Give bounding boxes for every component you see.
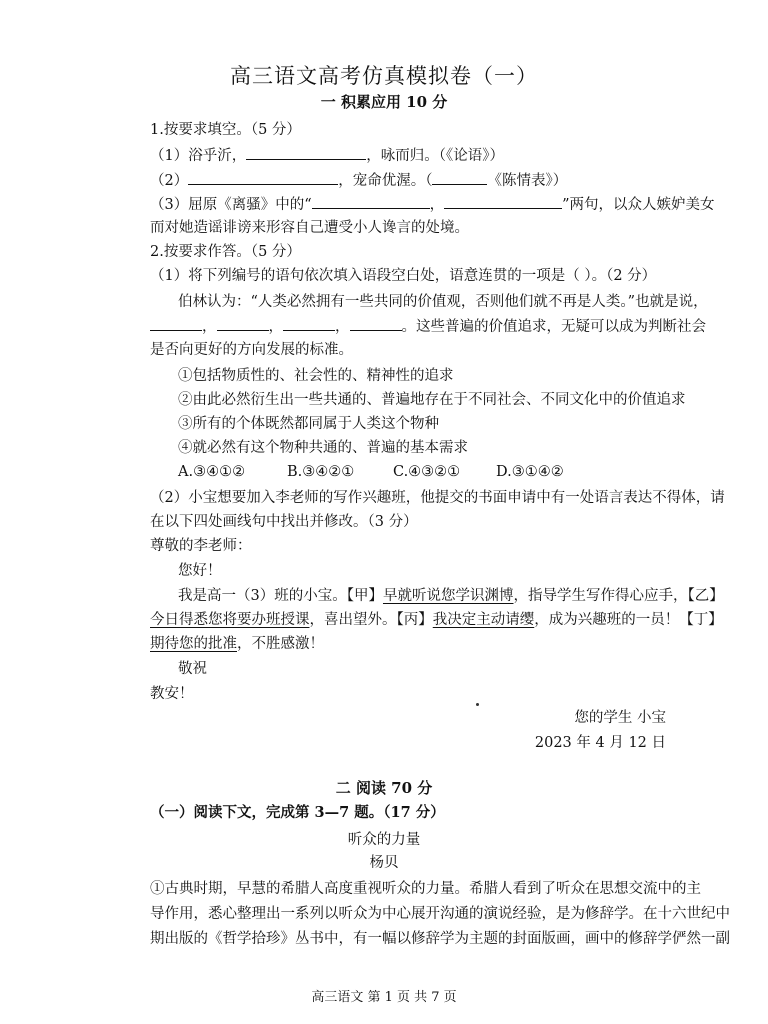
answer-blank[interactable] (350, 316, 402, 331)
article-paragraph-line-3: 期出版的《哲学拾珍》丛书中，有一幅以修辞学为主题的封面版画，画中的修辞学俨然一副 (150, 931, 730, 947)
choice-d: D.③①④② (496, 464, 564, 480)
underlined-sentence-jia: 早就听说您学识渊博 (382, 588, 514, 604)
underlined-sentence-bing: 我决定主动请缨 (432, 612, 535, 628)
answer-blank[interactable] (217, 316, 269, 331)
scan-dot (476, 703, 479, 706)
sentence-option-3: ③所有的个体既然都同属于人类这个物种 (178, 416, 439, 432)
underlined-sentence-ding: 期待您的批准 (150, 636, 237, 652)
blank-separator: ， (335, 319, 350, 335)
letter-body-line-3 (150, 634, 324, 654)
letter-text: 我是高一（3）班的小宝。【甲】 (178, 588, 383, 604)
choice-c: C.④③②① (393, 464, 461, 480)
answer-blank[interactable] (432, 170, 487, 185)
q1-line-3-text-a: （3）屈原《离骚》中的“ (150, 197, 312, 213)
letter-closing-2: 教安！ (150, 686, 194, 702)
letter-greeting: 您好！ (178, 563, 222, 579)
answer-blank[interactable] (150, 316, 202, 331)
q1-line-3-continued: 而对她造谣诽谤来形容自己遭受小人谗言的处境。 (150, 220, 469, 236)
q1-line-2 (150, 170, 567, 191)
q2-part-1-prompt: （1）将下列编号的语句依次填入语段空白处，语意连贯的一项是（ ）。（2 分） (150, 268, 657, 284)
letter-date: 2023 年 4 月 12 日 (534, 735, 666, 751)
answer-blank[interactable] (444, 194, 562, 209)
sentence-option-1: ①包括物质性的、社会性的、精神性的追求 (178, 368, 454, 384)
answer-blank[interactable] (188, 170, 338, 185)
sentence-option-2: ②由此必然衍生出一些共通的、普遍地存在于不同社会、不同文化中的价值追求 (178, 392, 686, 408)
answer-blank[interactable] (312, 194, 430, 209)
page-title: 高三语文高考仿真模拟卷（一） (230, 64, 538, 88)
q1-line-2-text-c: 《陈情表》） (487, 173, 568, 189)
q1-line-1 (150, 145, 504, 166)
q1-line-1-text-a: （1）浴乎沂， (150, 148, 247, 164)
q1-line-2-text-b: ，宠命优渥。（ (338, 173, 433, 189)
letter-body-line-2 (150, 610, 723, 630)
letter-body-line-1 (178, 586, 724, 606)
reading-part-1-instruction: （一）阅读下文，完成第 3—7 题。（17 分） (150, 804, 445, 821)
section-heading-reading: 二 阅读 70 分 (335, 779, 433, 797)
letter-text: ，指导学生写作得心应手，【乙】 (513, 588, 724, 604)
q1-line-2-text-a: （2） (150, 173, 189, 189)
article-author: 杨贝 (369, 855, 399, 871)
choice-a: A.③④①② (178, 464, 246, 480)
article-paragraph-line-1: ①古典时期，早慧的希腊人高度重视听众的力量。希腊人看到了听众在思想交流中的主 (150, 881, 701, 897)
page-footer: 高三语文 第 1 页 共 7 页 (311, 990, 457, 1005)
question-2-stem: 2.按要求作答。（5 分） (150, 244, 301, 260)
letter-text: ，不胜感激！ (237, 636, 324, 652)
letter-text: ，成为兴趣班的一员！【丁】 (534, 612, 723, 628)
q1-line-3 (150, 194, 715, 215)
letter-salutation: 尊敬的李老师： (150, 538, 252, 554)
q2-part-2-prompt-line-1: （2）小宝想要加入李老师的写作兴趣班，他提交的书面申请中有一处语言表达不得体，请 (150, 490, 725, 506)
q2-passage-line-2 (150, 316, 706, 337)
answer-blank[interactable] (246, 145, 366, 160)
q2-passage-line-1: 伯林认为：“人类必然拥有一些共同的价值观，否则他们就不再是人类。”也就是说， (178, 294, 708, 310)
article-title: 听众的力量 (347, 832, 421, 848)
q1-line-3-text-c: ”两句，以众人嫉妒美女 (562, 197, 715, 213)
q2-part-2-prompt-line-2: 在以下四处画线句中找出并修改。（3 分） (150, 514, 418, 530)
letter-closing-1: 敬祝 (178, 661, 207, 677)
q1-line-1-text-b: ，咏而归。（《论语》） (366, 148, 504, 164)
blank-separator: ， (268, 319, 283, 335)
article-paragraph-line-2: 导作用，悉心整理出一系列以听众为中心展开沟通的演说经验，是为修辞学。在十六世纪中 (150, 906, 730, 922)
underlined-sentence-yi: 今日得悉您将要办班授课 (150, 612, 310, 628)
choice-b: B.③④②① (287, 464, 355, 480)
q2-passage-line-3: 是否向更好的方向发展的标准。 (150, 342, 353, 358)
sentence-option-4: ④就必然有这个物种共通的、普遍的基本需求 (178, 440, 468, 456)
letter-text: ，喜出望外。【丙】 (309, 612, 433, 628)
section-heading-accumulation: 一 积累应用 10 分 (320, 93, 448, 111)
question-1-stem: 1.按要求填空。（5 分） (150, 122, 301, 138)
letter-signature: 您的学生 小宝 (574, 710, 666, 726)
q1-line-3-text-b: ， (429, 197, 445, 213)
answer-blank[interactable] (283, 316, 335, 331)
blank-separator: ， (202, 319, 217, 335)
q2-passage-line-2-text: 。这些普遍的价值追求，无疑可以成为判断社会 (401, 319, 706, 335)
